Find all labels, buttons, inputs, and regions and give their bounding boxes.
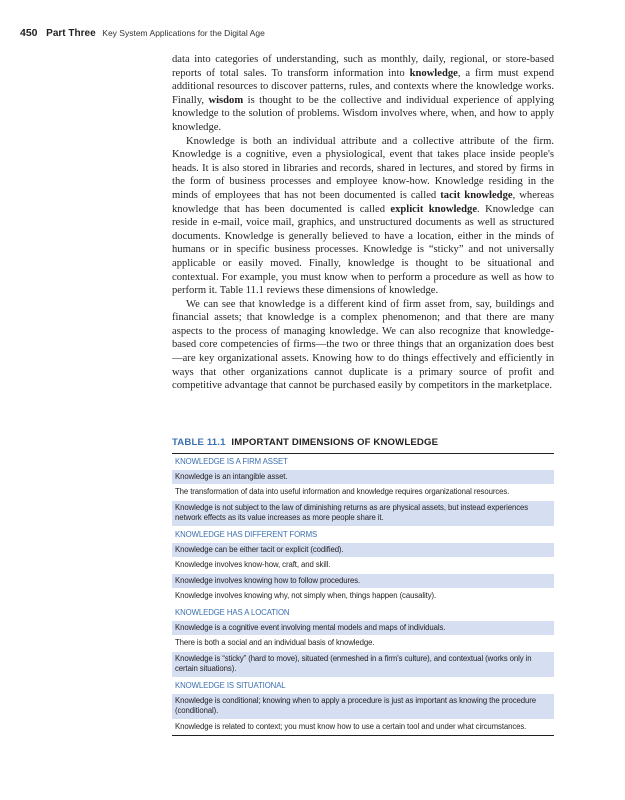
paragraph-text: , a firm must expend additional resources to discover patterns, rules, and contexts where the knowledge works. Finally, — [172, 67, 554, 106]
table-row: Knowledge is conditional; knowing when to apply a procedure is just as important as knowing the procedure (conditional). — [172, 694, 554, 720]
table-row: Knowledge involves know-how, craft, and skill. — [172, 558, 554, 574]
section-title: Key System Applications for the Digital Age — [102, 28, 265, 38]
running-head — [20, 27, 265, 39]
paragraph-text: , whereas knowledge that has been documented is called — [172, 189, 554, 215]
table-section-heading: KNOWLEDGE IS SITUATIONAL — [172, 678, 554, 694]
dimensions-table — [172, 437, 554, 736]
paragraph — [172, 135, 554, 298]
body-text — [172, 53, 554, 393]
table-row: Knowledge involves knowing why, not simply when, things happen (causality). — [172, 589, 554, 605]
page-number: 450 — [20, 27, 38, 39]
table-row: Knowledge is “sticky” (hard to move), situated (enmeshed in a firm's culture), and contextual (works only in certain situations). — [172, 652, 554, 678]
table-row: Knowledge is not subject to the law of diminishing returns as are physical assets, but instead experiences network effects as its value increases as more people share it. — [172, 501, 554, 527]
key-term: explicit knowledge — [390, 203, 478, 215]
table-row: Knowledge involves knowing how to follow procedures. — [172, 574, 554, 590]
table-row: Knowledge is related to context; you must know how to use a certain tool and under what circumstances. — [172, 720, 554, 736]
table-row: The transformation of data into useful information and knowledge requires organizational resources. — [172, 485, 554, 501]
table-title — [172, 437, 554, 454]
table-row: There is both a social and an individual basis of knowledge. — [172, 636, 554, 652]
table-row: Knowledge can be either tacit or explicit (codified). — [172, 543, 554, 559]
table-number: TABLE 11.1 — [172, 437, 226, 448]
paragraph-text: We can see that knowledge is a different kind of firm asset from, say, buildings and financial assets; that knowledge is a complex phenomenon; and that there are many aspects to the process of managing knowledge. We can also recognize that knowledge-based core competencies of firms—the two or three things that an organization does best—are key organizational assets. Knowing how to do things effectively and efficiently in ways that other organizations cannot duplicate is a primary source of profit and competitive advantage that cannot be purchased easily by competitors in the marketplace. — [172, 298, 554, 392]
paragraph — [172, 53, 554, 135]
paragraph-text: data into categories of understanding, such as monthly, daily, regional, or store-based reports of total sales. To transform information into — [172, 54, 554, 79]
paragraph-text: Knowledge is both an individual attribute and a collective attribute of the firm. Knowledge is a cognitive, even a physiological, event that takes place inside people's heads. It is also stored in libraries and records, shared in lectures, and stored by firms in the form of business processes and employee know-how. Knowledge residing in the minds of employees that has not been documented is called — [172, 135, 554, 201]
table-rows — [172, 454, 554, 736]
paragraph-text: . Knowledge can reside in e-mail, voice mail, graphics, and unstructured documents as well as structured documents. Knowledge is generally believed to have a location, either in the minds of humans or in specific business processes. Knowledge is “sticky” and not universally applicable or easily moved. Finally, knowledge is thought to be situational and contextual. For example, you must know when to perform a procedure as well as how to perform it. Table 11.1 reviews these dimensions of knowledge. — [172, 203, 555, 297]
paragraph — [172, 298, 554, 393]
table-section-heading: KNOWLEDGE HAS A LOCATION — [172, 605, 554, 621]
table-section-heading: KNOWLEDGE IS A FIRM ASSET — [172, 454, 554, 470]
table-row: Knowledge is an intangible asset. — [172, 470, 554, 486]
key-term: wisdom — [208, 94, 244, 106]
key-term: knowledge — [409, 67, 458, 79]
table-row: Knowledge is a cognitive event involving mental models and maps of individuals. — [172, 621, 554, 637]
paragraph-text: is thought to be the collective and individual experience of applying knowledge to the solution of problems. Wisdom involves where, when, and how to apply knowledge. — [172, 94, 554, 133]
key-term: tacit knowledge — [440, 189, 513, 201]
table-section-heading: KNOWLEDGE HAS DIFFERENT FORMS — [172, 527, 554, 543]
table-caption: IMPORTANT DIMENSIONS OF KNOWLEDGE — [231, 437, 439, 448]
part-label: Part Three — [46, 28, 96, 39]
